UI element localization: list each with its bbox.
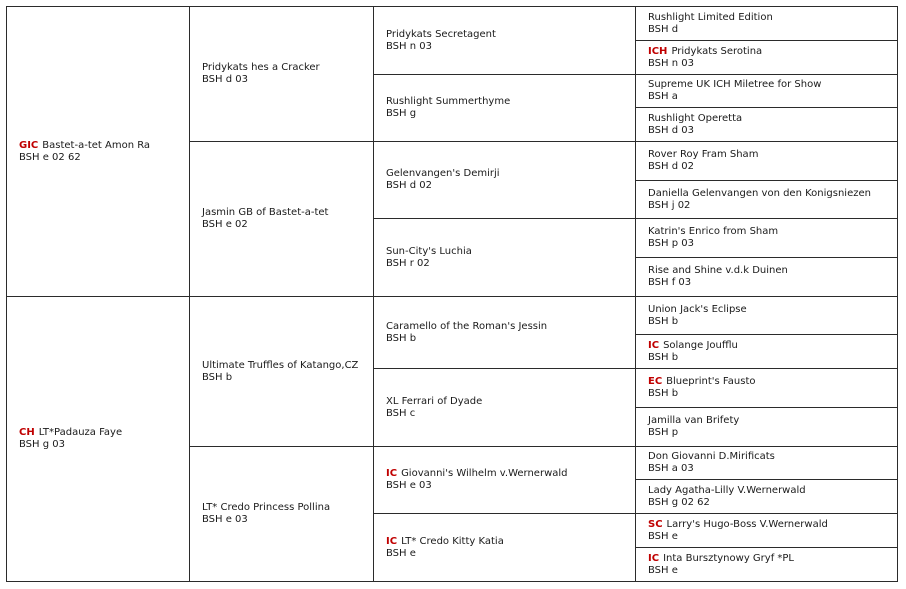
grandparent-cell (189, 296, 374, 447)
breed-code: BSH n 03 (386, 40, 432, 52)
great-grandparent-cell (373, 218, 636, 297)
great-great-grandparent-cell (635, 547, 898, 582)
breed-code: BSH d 03 (202, 74, 248, 85)
pedigree-table (6, 6, 898, 581)
cat-entry (648, 415, 885, 427)
great-great-grandparent-cell (635, 141, 898, 181)
breed-code: BSH c (386, 407, 416, 419)
parent-cell (6, 6, 190, 297)
great-great-grandparent-cell (635, 74, 898, 108)
cat-name: Katrin's Enrico from Sham (648, 226, 779, 237)
breed-code: BSH r 02 (386, 257, 430, 269)
show-title: EC (648, 376, 663, 387)
breed-code: BSH b (648, 315, 679, 327)
breed-code: BSH e (648, 530, 678, 542)
great-great-grandparent-cell (635, 296, 898, 335)
grandparent-cell (189, 446, 374, 582)
cat-name: Blueprint's Fausto (666, 376, 756, 387)
cat-entry (19, 427, 177, 439)
breed-code: BSH b (648, 351, 679, 363)
great-grandparent-cell (373, 296, 636, 369)
cat-name: LT* Credo Princess Pollina (202, 502, 331, 513)
cat-name: Jamilla van Brifety (648, 415, 740, 426)
cat-name: Supreme UK ICH Miletree for Show (648, 79, 822, 90)
breed-code: BSH e (386, 547, 416, 559)
great-great-grandparent-cell (635, 6, 898, 41)
cat-entry (202, 502, 361, 514)
cat-name: Jasmin GB of Bastet-a-tet (202, 207, 329, 218)
cat-entry (648, 46, 885, 58)
cat-name: Union Jack's Eclipse (648, 303, 747, 315)
cat-name: Rise and Shine v.d.k Duinen (648, 265, 788, 276)
great-great-grandparent-cell (635, 218, 898, 258)
cat-name: LT* Credo Kitty Katia (401, 535, 504, 547)
breed-code: BSH f 03 (648, 277, 692, 288)
cat-entry (648, 340, 885, 352)
breed-code: BSH e 02 62 (19, 151, 81, 163)
cat-name: Rushlight Limited Edition (648, 11, 773, 23)
breed-code: BSH a (648, 91, 678, 102)
breed-code: BSH g 02 62 (648, 496, 710, 508)
breed-code: BSH b (202, 371, 233, 383)
breed-code: BSH d 02 (648, 161, 694, 172)
show-title: CH (19, 427, 35, 438)
show-title: ICH (648, 45, 668, 57)
cat-entry (648, 485, 885, 497)
show-title: GIC (19, 139, 39, 151)
cat-name: Pridykats hes a Cracker (202, 62, 320, 73)
breed-code: BSH p (648, 427, 679, 438)
cat-entry (648, 451, 885, 463)
cat-name: Rushlight Operetta (648, 112, 743, 124)
great-great-grandparent-cell (635, 180, 898, 219)
great-great-grandparent-cell (635, 479, 898, 514)
cat-name: Solange Joufflu (663, 339, 738, 351)
show-title: SC (648, 518, 663, 530)
show-title: IC (386, 535, 398, 547)
great-great-grandparent-cell (635, 407, 898, 447)
breed-code: BSH e 03 (386, 480, 432, 491)
cat-entry (648, 304, 885, 316)
great-grandparent-cell (373, 6, 636, 75)
show-title: IC (386, 468, 398, 479)
great-great-grandparent-cell (635, 334, 898, 369)
cat-name: Daniella Gelenvangen von den Konigsniezen (648, 187, 871, 199)
great-grandparent-cell (373, 446, 636, 514)
cat-name: XL Ferrari of Dyade (386, 395, 483, 407)
cat-name: Gelenvangen's Demirji (386, 168, 500, 179)
cat-name: Don Giovanni D.Mirificats (648, 451, 775, 462)
great-grandparent-cell (373, 74, 636, 142)
cat-name: Pridykats Secretagent (386, 28, 496, 40)
cat-name: Giovanni's Wilhelm v.Wernerwald (401, 468, 568, 479)
great-great-grandparent-cell (635, 107, 898, 142)
grandparent-cell (189, 6, 374, 142)
great-grandparent-cell (373, 368, 636, 447)
show-title: IC (648, 339, 660, 351)
breed-code: BSH d 03 (648, 124, 694, 136)
cat-entry (648, 519, 885, 531)
cat-entry (202, 207, 361, 219)
cat-name: Bastet-a-tet Amon Ra (42, 139, 151, 151)
cat-entry (648, 113, 885, 125)
cat-name: Ultimate Truffles of Katango,CZ (202, 359, 359, 371)
cat-entry (202, 360, 361, 372)
grandparent-cell (189, 141, 374, 297)
cat-name: Rushlight Summerthyme (386, 96, 511, 107)
cat-name: LT*Padauza Faye (38, 427, 123, 438)
breed-code: BSH p 03 (648, 238, 694, 249)
breed-code: BSH d (648, 23, 679, 35)
great-great-grandparent-cell (635, 446, 898, 480)
cat-entry (386, 396, 623, 408)
cat-name: Pridykats Serotina (671, 45, 763, 57)
breed-code: BSH e 02 (202, 219, 248, 230)
breed-code: BSH b (648, 388, 679, 399)
cat-entry (648, 79, 885, 91)
great-great-grandparent-cell (635, 257, 898, 297)
cat-entry (648, 188, 885, 200)
show-title: IC (648, 552, 660, 564)
cat-entry (386, 96, 623, 108)
cat-name: Sun-City's Luchia (386, 245, 472, 257)
breed-code: BSH g 03 (19, 439, 65, 450)
cat-entry (648, 226, 885, 238)
cat-entry (202, 62, 361, 74)
great-great-grandparent-cell (635, 40, 898, 75)
breed-code: BSH d 02 (386, 180, 432, 191)
cat-entry (386, 536, 623, 548)
cat-entry (386, 321, 623, 333)
cat-name: Larry's Hugo-Boss V.Wernerwald (666, 518, 828, 530)
cat-name: Rover Roy Fram Sham (648, 149, 759, 160)
cat-name: Inta Bursztynowy Gryf *PL (663, 552, 794, 564)
breed-code: BSH j 02 (648, 199, 691, 211)
great-grandparent-cell (373, 513, 636, 582)
cat-entry (386, 29, 623, 41)
cat-entry (648, 265, 885, 277)
cat-name: Caramello of the Roman's Jessin (386, 320, 548, 332)
cat-entry (19, 140, 177, 152)
great-grandparent-cell (373, 141, 636, 219)
cat-entry (648, 376, 885, 388)
breed-code: BSH b (386, 332, 417, 344)
cat-entry (386, 246, 623, 258)
breed-code: BSH e 03 (202, 514, 248, 525)
cat-entry (648, 12, 885, 24)
cat-name: Lady Agatha-Lilly V.Wernerwald (648, 484, 806, 496)
cat-entry (386, 468, 623, 480)
cat-entry (386, 168, 623, 180)
great-great-grandparent-cell (635, 513, 898, 548)
cat-entry (648, 149, 885, 161)
breed-code: BSH e (648, 564, 678, 576)
breed-code: BSH n 03 (648, 57, 694, 69)
breed-code: BSH a 03 (648, 463, 694, 474)
parent-cell (6, 296, 190, 582)
breed-code: BSH g (386, 108, 417, 119)
great-great-grandparent-cell (635, 368, 898, 408)
cat-entry (648, 553, 885, 565)
